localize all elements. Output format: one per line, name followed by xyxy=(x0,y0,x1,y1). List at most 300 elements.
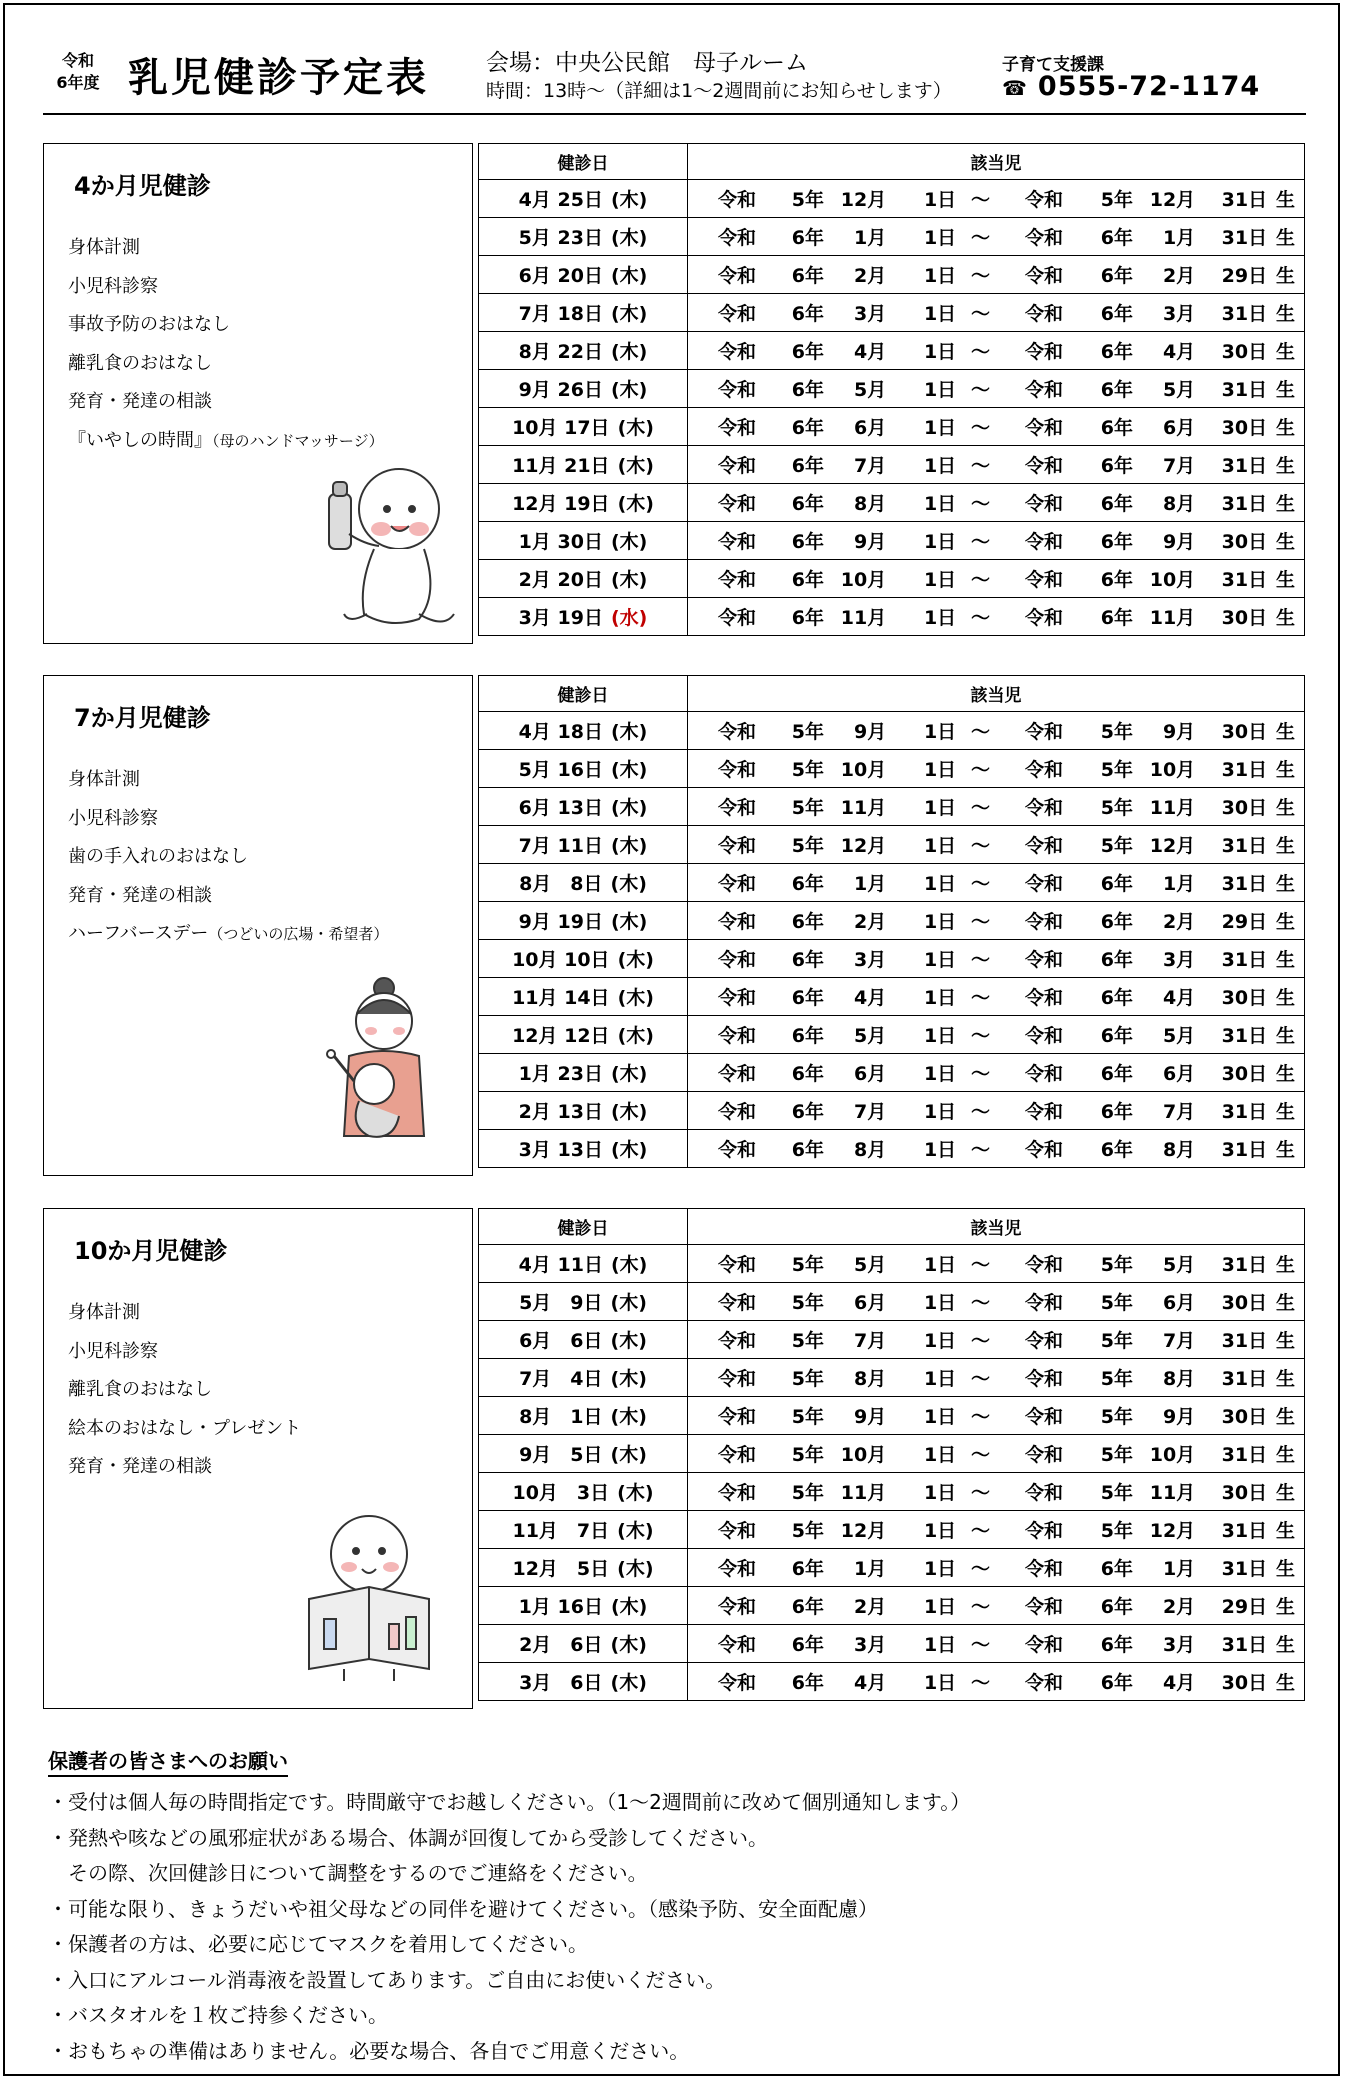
month-start: 9月 xyxy=(853,531,887,553)
era-end: 令和 xyxy=(1025,1025,1064,1047)
program-item: 小児科診察 xyxy=(68,807,158,829)
year-end: 5年 xyxy=(1100,1254,1133,1276)
exam-date-text: 1月 23日 xyxy=(518,1063,603,1085)
month-end: 10月 xyxy=(1149,1444,1196,1466)
baby-with-bottle-illustration xyxy=(319,454,469,634)
year-end: 5年 xyxy=(1100,1406,1133,1428)
note-line: ・入口にアルコール消毒液を設置してあります。ご自由にお使いください。 xyxy=(48,1967,726,1992)
program-item xyxy=(68,922,388,961)
schedule-row xyxy=(479,1473,1305,1511)
range-separator: 〜 xyxy=(970,1063,990,1085)
target-birth-range xyxy=(688,826,1305,864)
month-start: 8月 xyxy=(853,1139,887,1161)
day-end: 31日 xyxy=(1221,1254,1268,1276)
era-start: 令和 xyxy=(718,341,757,363)
target-birth-range xyxy=(688,1283,1305,1321)
year-end: 5年 xyxy=(1100,1368,1133,1390)
schedule-row xyxy=(479,1054,1305,1092)
exam-date xyxy=(479,1283,688,1321)
era-start: 令和 xyxy=(718,1330,757,1352)
schedule-row xyxy=(479,1359,1305,1397)
weekday: (木) xyxy=(610,341,648,363)
exam-date xyxy=(479,522,688,560)
era-start: 令和 xyxy=(718,1634,757,1656)
range-separator: 〜 xyxy=(970,455,990,477)
birth-suffix: 生 xyxy=(1276,949,1296,971)
year-start: 6年 xyxy=(791,1558,825,1580)
month-end: 3月 xyxy=(1162,949,1196,971)
era-end: 令和 xyxy=(1025,835,1064,857)
birth-suffix: 生 xyxy=(1276,189,1296,211)
exam-date xyxy=(479,370,688,408)
day-end: 31日 xyxy=(1221,493,1268,515)
birth-suffix: 生 xyxy=(1276,1444,1296,1466)
day-end: 30日 xyxy=(1221,1063,1268,1085)
month-start: 7月 xyxy=(853,455,887,477)
month-end: 2月 xyxy=(1162,911,1196,933)
era-end: 令和 xyxy=(1025,1482,1064,1504)
birth-suffix: 生 xyxy=(1276,1063,1296,1085)
notes-title: 保護者の皆さまへのお願い xyxy=(48,1745,288,1777)
day-start: 1日 xyxy=(923,1025,957,1047)
section-4month-info xyxy=(43,143,473,644)
month-end: 9月 xyxy=(1162,1406,1196,1428)
schedule-row xyxy=(479,1511,1305,1549)
era-start: 令和 xyxy=(718,1063,757,1085)
exam-date-text: 9月 19日 xyxy=(518,911,603,933)
month-start: 2月 xyxy=(853,1596,887,1618)
exam-date-text: 5月 16日 xyxy=(518,759,603,781)
era-end: 令和 xyxy=(1025,1292,1064,1314)
exam-date xyxy=(479,560,688,598)
month-end: 7月 xyxy=(1162,455,1196,477)
schedule-row xyxy=(479,1130,1305,1168)
birth-suffix: 生 xyxy=(1276,1672,1296,1694)
range-separator: 〜 xyxy=(970,987,990,1009)
weekday: (木) xyxy=(610,797,648,819)
exam-date xyxy=(479,750,688,788)
header-divider xyxy=(43,113,1306,115)
month-start: 12月 xyxy=(840,189,887,211)
year-start: 5年 xyxy=(791,1254,825,1276)
target-birth-range xyxy=(688,1397,1305,1435)
section-title: 4か月児健診 xyxy=(74,172,211,200)
era-start: 令和 xyxy=(718,1596,757,1618)
era-start: 令和 xyxy=(718,303,757,325)
program-item: 絵本のおはなし・プレゼント xyxy=(68,1417,302,1439)
month-end: 12月 xyxy=(1149,835,1196,857)
target-birth-range xyxy=(688,598,1305,636)
weekday: (木) xyxy=(610,189,648,211)
schedule-row xyxy=(479,332,1305,370)
year-start: 5年 xyxy=(791,759,825,781)
schedule-row xyxy=(479,446,1305,484)
day-start: 1日 xyxy=(923,1368,957,1390)
exam-date-text: 12月 12日 xyxy=(512,1025,610,1047)
day-end: 31日 xyxy=(1221,379,1268,401)
program-item: 身体計測 xyxy=(68,237,140,258)
target-birth-range xyxy=(688,1054,1305,1092)
era-end: 令和 xyxy=(1025,1368,1064,1390)
target-birth-range xyxy=(688,180,1305,218)
day-start: 1日 xyxy=(923,835,957,857)
baby-reading-book-illustration xyxy=(294,1509,454,1689)
range-separator: 〜 xyxy=(970,189,990,211)
day-end: 30日 xyxy=(1221,987,1268,1009)
month-start: 4月 xyxy=(853,341,887,363)
day-end: 31日 xyxy=(1221,873,1268,895)
day-end: 30日 xyxy=(1221,797,1268,819)
era-start: 令和 xyxy=(718,1292,757,1314)
day-start: 1日 xyxy=(923,569,957,591)
day-start: 1日 xyxy=(923,1634,957,1656)
day-end: 31日 xyxy=(1221,1444,1268,1466)
era-end: 令和 xyxy=(1025,797,1064,819)
birth-suffix: 生 xyxy=(1276,1254,1296,1276)
weekday: (木) xyxy=(610,1634,647,1656)
weekday: (木) xyxy=(617,417,654,439)
month-end: 11月 xyxy=(1149,1482,1196,1504)
exam-date-text: 11月 14日 xyxy=(512,987,610,1009)
exam-date xyxy=(479,826,688,864)
schedule-row xyxy=(479,1397,1305,1435)
day-start: 1日 xyxy=(923,227,957,249)
month-start: 2月 xyxy=(853,911,887,933)
month-start: 1月 xyxy=(853,873,887,895)
range-separator: 〜 xyxy=(970,1444,990,1466)
month-end: 9月 xyxy=(1162,531,1196,553)
year-start: 6年 xyxy=(791,417,825,439)
target-birth-range xyxy=(688,1016,1305,1054)
column-header-date: 健診日 xyxy=(479,1209,688,1245)
birth-suffix: 生 xyxy=(1276,303,1296,325)
year-start: 6年 xyxy=(791,607,825,629)
range-separator: 〜 xyxy=(970,1672,990,1694)
weekday: (木) xyxy=(610,379,648,401)
month-end: 7月 xyxy=(1162,1101,1196,1123)
year-start: 6年 xyxy=(791,341,825,363)
era-start: 令和 xyxy=(718,759,757,781)
era-end: 令和 xyxy=(1025,759,1064,781)
era-end: 令和 xyxy=(1025,493,1064,515)
exam-date xyxy=(479,788,688,826)
schedule-row xyxy=(479,1625,1305,1663)
day-start: 1日 xyxy=(923,721,957,743)
day-start: 1日 xyxy=(923,531,957,553)
schedule-row xyxy=(479,1663,1305,1701)
exam-date-text: 1月 16日 xyxy=(518,1596,603,1618)
year-end: 6年 xyxy=(1100,1672,1133,1694)
day-start: 1日 xyxy=(923,1672,957,1694)
section-4month-schedule xyxy=(478,143,1305,636)
weekday: (木) xyxy=(610,1292,647,1314)
note-line: ・発熱や咳などの風邪症状がある場合、体調が回復してから受診してください。 xyxy=(48,1825,768,1850)
exam-date-text: 11月 7日 xyxy=(512,1520,610,1542)
section-7month-schedule xyxy=(478,675,1305,1168)
year-end: 6年 xyxy=(1100,987,1133,1009)
range-separator: 〜 xyxy=(970,417,990,439)
birth-suffix: 生 xyxy=(1276,1292,1296,1314)
day-start: 1日 xyxy=(923,417,957,439)
target-birth-range xyxy=(688,1625,1305,1663)
day-start: 1日 xyxy=(923,1330,957,1352)
exam-date-text: 10月 3日 xyxy=(512,1482,610,1504)
target-birth-range xyxy=(688,1663,1305,1701)
month-start: 12月 xyxy=(840,1520,887,1542)
note-line: ・バスタオルを１枚ご持参ください。 xyxy=(48,2003,388,2027)
month-start: 6月 xyxy=(853,417,887,439)
birth-suffix: 生 xyxy=(1276,1368,1296,1390)
weekday: (木) xyxy=(617,1520,654,1542)
month-end: 12月 xyxy=(1149,1520,1196,1542)
target-birth-range xyxy=(688,1130,1305,1168)
birth-suffix: 生 xyxy=(1276,531,1296,553)
era-end: 令和 xyxy=(1025,417,1064,439)
month-end: 4月 xyxy=(1162,987,1196,1009)
day-start: 1日 xyxy=(923,1063,957,1085)
range-separator: 〜 xyxy=(970,1634,990,1656)
era-start: 令和 xyxy=(718,189,757,211)
target-birth-range xyxy=(688,408,1305,446)
year-start: 6年 xyxy=(791,1063,825,1085)
schedule-row xyxy=(479,484,1305,522)
day-start: 1日 xyxy=(923,1254,957,1276)
exam-date xyxy=(479,1245,688,1283)
mother-brushing-baby-teeth-illustration xyxy=(309,976,459,1156)
section-10month-info xyxy=(43,1208,473,1709)
birth-suffix: 生 xyxy=(1276,1634,1296,1656)
day-start: 1日 xyxy=(923,303,957,325)
target-birth-range xyxy=(688,902,1305,940)
exam-date-text: 2月 13日 xyxy=(518,1101,603,1123)
target-birth-range xyxy=(688,218,1305,256)
program-item: 身体計測 xyxy=(68,769,140,790)
range-separator: 〜 xyxy=(970,1520,990,1542)
program-item: 歯の手入れのおはなし xyxy=(68,846,248,867)
range-separator: 〜 xyxy=(970,1025,990,1047)
year-end: 6年 xyxy=(1100,265,1133,287)
birth-suffix: 生 xyxy=(1276,835,1296,857)
birth-suffix: 生 xyxy=(1276,569,1296,591)
program-item-note: （母のハンドマッサージ） xyxy=(212,431,384,450)
era-start: 令和 xyxy=(718,1482,757,1504)
target-birth-range xyxy=(688,446,1305,484)
month-start: 8月 xyxy=(853,493,887,515)
schedule-row xyxy=(479,940,1305,978)
year-start: 6年 xyxy=(791,1596,825,1618)
day-end: 31日 xyxy=(1221,1634,1268,1656)
era-end: 令和 xyxy=(1025,911,1064,933)
month-start: 2月 xyxy=(853,265,887,287)
fiscal-year-label xyxy=(48,50,108,94)
era-start: 令和 xyxy=(718,531,757,553)
day-end: 31日 xyxy=(1221,1558,1268,1580)
exam-date-text: 9月 26日 xyxy=(518,379,603,401)
program-item-note: （つどいの広場・希望者） xyxy=(208,925,389,943)
note-line: ・受付は個人毎の時間指定です。時間厳守でお越しください。（1〜2週間前に改めて個別通知します。） xyxy=(48,1790,971,1814)
year-start: 5年 xyxy=(791,1520,825,1542)
era-end: 令和 xyxy=(1025,1520,1064,1542)
range-separator: 〜 xyxy=(970,1330,990,1352)
time-text: 時間：13時〜（詳細は1〜2週間前にお知らせします） xyxy=(486,80,952,102)
year-start: 6年 xyxy=(791,227,825,249)
day-start: 1日 xyxy=(923,797,957,819)
weekday: (木) xyxy=(610,265,648,287)
target-birth-range xyxy=(688,560,1305,598)
month-start: 9月 xyxy=(853,1406,887,1428)
range-separator: 〜 xyxy=(970,227,990,249)
program-item: 離乳食のおはなし xyxy=(68,1379,212,1400)
exam-date xyxy=(479,1435,688,1473)
range-separator: 〜 xyxy=(970,873,990,895)
day-start: 1日 xyxy=(923,341,957,363)
era-end: 令和 xyxy=(1025,1672,1064,1694)
exam-date xyxy=(479,902,688,940)
month-end: 10月 xyxy=(1149,569,1196,591)
section-title: 7か月児健診 xyxy=(74,704,211,732)
era-end: 令和 xyxy=(1025,1139,1064,1161)
month-start: 10月 xyxy=(840,1444,887,1466)
era-end: 令和 xyxy=(1025,531,1064,553)
column-header-target: 該当児 xyxy=(688,676,1305,712)
exam-date xyxy=(479,1397,688,1435)
schedule-row xyxy=(479,218,1305,256)
weekday: (木) xyxy=(617,1025,654,1047)
note-line: その際、次回健診日について調整をするのでご連絡をください。 xyxy=(48,1861,648,1885)
era-start: 令和 xyxy=(718,493,757,515)
exam-date-text: 1月 30日 xyxy=(518,531,603,553)
year-start: 6年 xyxy=(791,1634,825,1656)
year-end: 6年 xyxy=(1100,493,1133,515)
exam-date-text: 5月 23日 xyxy=(518,227,603,249)
range-separator: 〜 xyxy=(970,759,990,781)
day-start: 1日 xyxy=(923,987,957,1009)
month-start: 8月 xyxy=(853,1368,887,1390)
day-start: 1日 xyxy=(923,493,957,515)
weekday: (木) xyxy=(610,1596,648,1618)
target-birth-range xyxy=(688,1587,1305,1625)
exam-date xyxy=(479,484,688,522)
year-start: 5年 xyxy=(791,1482,825,1504)
range-separator: 〜 xyxy=(970,341,990,363)
era-end: 令和 xyxy=(1025,607,1064,629)
column-header-date: 健診日 xyxy=(479,676,688,712)
era-start: 令和 xyxy=(718,987,757,1009)
day-end: 31日 xyxy=(1221,1520,1268,1542)
birth-suffix: 生 xyxy=(1276,759,1296,781)
birth-suffix: 生 xyxy=(1276,417,1296,439)
month-end: 11月 xyxy=(1149,797,1196,819)
day-start: 1日 xyxy=(923,1558,957,1580)
schedule-row xyxy=(479,256,1305,294)
schedule-row xyxy=(479,1435,1305,1473)
range-separator: 〜 xyxy=(970,379,990,401)
day-start: 1日 xyxy=(923,1292,957,1314)
weekday: (木) xyxy=(610,835,648,857)
exam-date xyxy=(479,1092,688,1130)
exam-date xyxy=(479,712,688,750)
year-end: 5年 xyxy=(1100,797,1133,819)
weekday: (木) xyxy=(610,1063,648,1085)
era-end: 令和 xyxy=(1025,227,1064,249)
month-start: 7月 xyxy=(853,1101,887,1123)
range-separator: 〜 xyxy=(970,1292,990,1314)
schedule-row xyxy=(479,750,1305,788)
target-birth-range xyxy=(688,484,1305,522)
schedule-row xyxy=(479,1016,1305,1054)
page-title: 乳児健診予定表 xyxy=(128,55,429,101)
target-birth-range xyxy=(688,750,1305,788)
birth-suffix: 生 xyxy=(1276,1520,1296,1542)
exam-date-text: 10月 10日 xyxy=(512,949,610,971)
exam-date xyxy=(479,940,688,978)
birth-suffix: 生 xyxy=(1276,1558,1296,1580)
era-start: 令和 xyxy=(718,1368,757,1390)
target-birth-range xyxy=(688,1473,1305,1511)
target-birth-range xyxy=(688,1359,1305,1397)
range-separator: 〜 xyxy=(970,1406,990,1428)
year-end: 6年 xyxy=(1100,227,1133,249)
year-end: 5年 xyxy=(1100,1444,1133,1466)
weekday: (木) xyxy=(610,873,647,895)
exam-date-text: 8月 8日 xyxy=(519,873,603,895)
year-end: 5年 xyxy=(1100,759,1133,781)
month-end: 5月 xyxy=(1162,379,1196,401)
target-birth-range xyxy=(688,1435,1305,1473)
era-end: 令和 xyxy=(1025,1444,1064,1466)
fiscal-year: 6年度 xyxy=(56,73,100,92)
month-start: 1月 xyxy=(853,227,887,249)
year-end: 6年 xyxy=(1100,1596,1133,1618)
day-end: 30日 xyxy=(1221,341,1268,363)
weekday: (木) xyxy=(610,531,648,553)
target-birth-range xyxy=(688,940,1305,978)
era-start: 令和 xyxy=(718,569,757,591)
year-end: 6年 xyxy=(1100,531,1133,553)
month-end: 5月 xyxy=(1162,1025,1196,1047)
range-separator: 〜 xyxy=(970,607,990,629)
year-end: 6年 xyxy=(1100,911,1133,933)
exam-date-text: 3月 6日 xyxy=(519,1672,603,1694)
exam-date xyxy=(479,180,688,218)
day-end: 31日 xyxy=(1221,1139,1268,1161)
target-birth-range xyxy=(688,370,1305,408)
year-end: 5年 xyxy=(1100,721,1133,743)
year-end: 5年 xyxy=(1100,1520,1133,1542)
era-end: 令和 xyxy=(1025,1558,1064,1580)
era-start: 令和 xyxy=(718,265,757,287)
weekday: (木) xyxy=(610,1672,647,1694)
month-end: 9月 xyxy=(1162,721,1196,743)
range-separator: 〜 xyxy=(970,1139,990,1161)
exam-date xyxy=(479,1473,688,1511)
birth-suffix: 生 xyxy=(1276,987,1296,1009)
era-start: 令和 xyxy=(718,1254,757,1276)
schedule-row xyxy=(479,1245,1305,1283)
month-end: 8月 xyxy=(1162,1139,1196,1161)
weekday: (木) xyxy=(617,493,654,515)
era-end: 令和 xyxy=(1025,379,1064,401)
exam-date xyxy=(479,1359,688,1397)
day-start: 1日 xyxy=(923,265,957,287)
exam-date-text: 7月 11日 xyxy=(518,835,603,857)
target-birth-range xyxy=(688,788,1305,826)
exam-date xyxy=(479,1587,688,1625)
era-name: 令和 xyxy=(61,51,94,70)
program-list xyxy=(68,768,388,961)
era-start: 令和 xyxy=(718,607,757,629)
exam-date xyxy=(479,1054,688,1092)
